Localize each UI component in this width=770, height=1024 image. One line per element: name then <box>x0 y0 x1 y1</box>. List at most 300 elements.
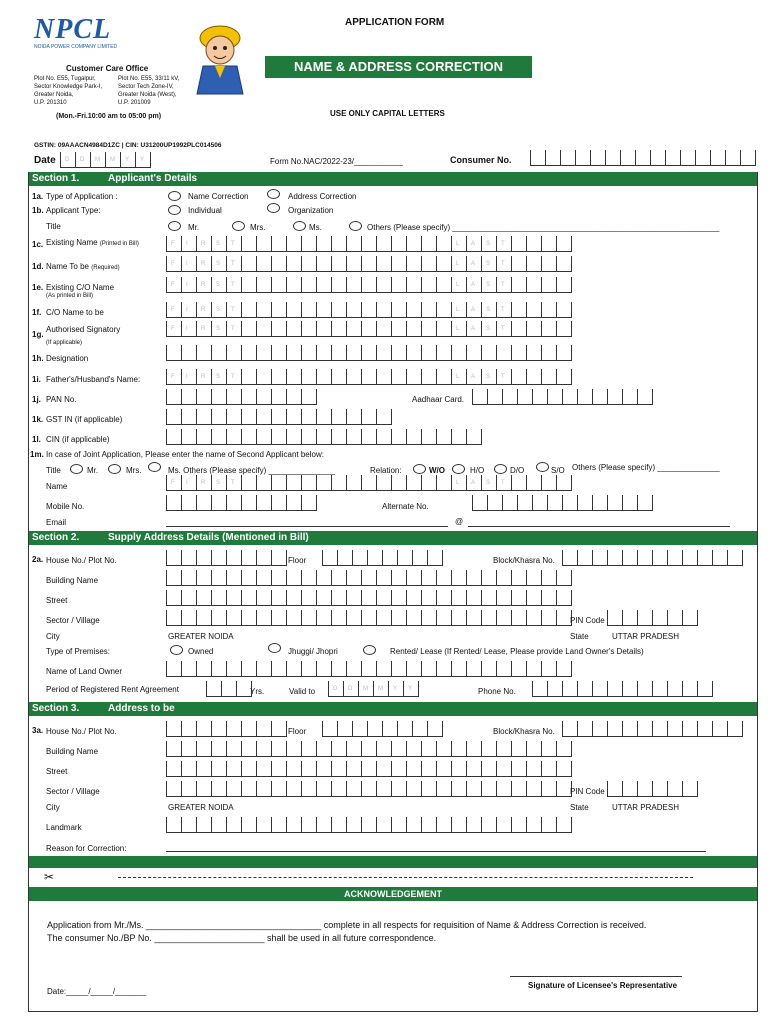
char-box[interactable] <box>652 610 667 626</box>
char-box[interactable] <box>373 681 388 697</box>
char-box[interactable] <box>526 590 541 606</box>
char-box[interactable] <box>712 721 727 737</box>
char-box[interactable] <box>421 661 436 677</box>
char-box[interactable] <box>391 302 406 318</box>
char-box[interactable] <box>451 781 466 797</box>
char-box[interactable] <box>241 661 256 677</box>
char-box[interactable] <box>256 475 271 491</box>
char-box[interactable] <box>361 661 376 677</box>
char-box[interactable] <box>361 761 376 777</box>
char-box[interactable] <box>196 550 211 566</box>
char-box[interactable] <box>196 781 211 797</box>
char-box[interactable] <box>166 817 181 833</box>
char-box[interactable] <box>556 475 572 491</box>
char-box[interactable] <box>346 321 361 337</box>
char-box[interactable] <box>652 681 667 697</box>
char-box[interactable] <box>376 781 391 797</box>
char-box[interactable] <box>466 761 481 777</box>
char-box[interactable] <box>391 590 406 606</box>
char-box[interactable] <box>211 256 226 272</box>
char-box[interactable] <box>256 277 271 293</box>
char-box[interactable] <box>226 369 241 385</box>
char-box[interactable] <box>196 761 211 777</box>
char-box[interactable] <box>406 817 421 833</box>
char-box[interactable] <box>181 321 196 337</box>
char-box[interactable] <box>397 721 412 737</box>
char-box[interactable] <box>271 550 287 566</box>
char-box[interactable] <box>286 389 301 405</box>
char-box[interactable] <box>496 236 511 252</box>
char-box[interactable] <box>436 321 451 337</box>
char-box[interactable] <box>316 429 331 445</box>
char-box[interactable] <box>436 302 451 318</box>
char-box[interactable] <box>361 570 376 586</box>
char-box[interactable] <box>427 721 443 737</box>
char-box[interactable] <box>496 302 511 318</box>
char-box[interactable] <box>196 345 211 361</box>
char-box[interactable] <box>322 550 337 566</box>
char-box[interactable] <box>511 817 526 833</box>
char-box[interactable] <box>637 389 653 405</box>
char-box[interactable] <box>346 369 361 385</box>
char-box[interactable] <box>556 741 572 757</box>
char-box[interactable] <box>301 389 317 405</box>
char-box[interactable] <box>361 321 376 337</box>
char-box[interactable] <box>343 681 358 697</box>
char-box[interactable] <box>316 475 331 491</box>
char-box[interactable] <box>226 321 241 337</box>
s3-house-boxes[interactable] <box>166 721 287 737</box>
char-box[interactable] <box>466 475 481 491</box>
address-correction-radio[interactable] <box>267 189 280 199</box>
char-box[interactable] <box>607 550 622 566</box>
char-box[interactable] <box>301 302 316 318</box>
char-box[interactable] <box>545 150 560 166</box>
char-box[interactable] <box>451 661 466 677</box>
s2-building-boxes[interactable] <box>166 570 572 586</box>
char-box[interactable] <box>622 721 637 737</box>
char-box[interactable] <box>511 277 526 293</box>
char-box[interactable] <box>241 495 256 511</box>
reason-line[interactable] <box>166 851 706 852</box>
char-box[interactable] <box>472 495 487 511</box>
char-box[interactable] <box>166 721 181 737</box>
organization-radio[interactable] <box>267 203 280 213</box>
char-box[interactable] <box>511 321 526 337</box>
char-box[interactable] <box>590 150 605 166</box>
char-box[interactable] <box>421 817 436 833</box>
char-box[interactable] <box>271 321 286 337</box>
char-box[interactable] <box>526 610 541 626</box>
char-box[interactable] <box>526 661 541 677</box>
char-box[interactable] <box>406 661 421 677</box>
char-box[interactable] <box>241 302 256 318</box>
char-box[interactable] <box>166 321 181 337</box>
char-box[interactable] <box>181 236 196 252</box>
char-box[interactable] <box>637 681 652 697</box>
co-to-be-boxes[interactable] <box>166 302 572 318</box>
existing-name-boxes[interactable] <box>166 236 572 252</box>
char-box[interactable] <box>316 256 331 272</box>
char-box[interactable] <box>526 761 541 777</box>
char-box[interactable] <box>271 236 286 252</box>
char-box[interactable] <box>451 761 466 777</box>
char-box[interactable] <box>226 277 241 293</box>
char-box[interactable] <box>547 389 562 405</box>
char-box[interactable] <box>466 345 481 361</box>
char-box[interactable] <box>511 570 526 586</box>
joint-name-boxes[interactable] <box>166 475 572 491</box>
char-box[interactable] <box>361 475 376 491</box>
char-box[interactable] <box>316 661 331 677</box>
char-box[interactable] <box>556 661 572 677</box>
char-box[interactable] <box>196 236 211 252</box>
char-box[interactable] <box>286 236 301 252</box>
char-box[interactable] <box>256 550 271 566</box>
char-box[interactable] <box>331 610 346 626</box>
char-box[interactable] <box>496 590 511 606</box>
char-box[interactable] <box>301 570 316 586</box>
char-box[interactable] <box>556 277 572 293</box>
char-box[interactable] <box>316 236 331 252</box>
char-box[interactable] <box>361 610 376 626</box>
char-box[interactable] <box>421 236 436 252</box>
char-box[interactable] <box>361 741 376 757</box>
char-box[interactable] <box>502 389 517 405</box>
char-box[interactable] <box>436 256 451 272</box>
char-box[interactable] <box>301 369 316 385</box>
char-box[interactable] <box>226 345 241 361</box>
char-box[interactable] <box>481 781 496 797</box>
char-box[interactable] <box>740 150 756 166</box>
char-box[interactable] <box>211 302 226 318</box>
char-box[interactable] <box>286 345 301 361</box>
char-box[interactable] <box>286 661 301 677</box>
char-box[interactable] <box>526 277 541 293</box>
char-box[interactable] <box>577 495 592 511</box>
char-box[interactable] <box>466 236 481 252</box>
char-box[interactable] <box>316 409 331 425</box>
char-box[interactable] <box>391 610 406 626</box>
char-box[interactable] <box>541 475 556 491</box>
char-box[interactable] <box>361 781 376 797</box>
char-box[interactable] <box>605 150 620 166</box>
char-box[interactable] <box>547 681 562 697</box>
char-box[interactable] <box>316 277 331 293</box>
char-box[interactable] <box>496 256 511 272</box>
char-box[interactable] <box>256 389 271 405</box>
char-box[interactable] <box>541 610 556 626</box>
char-box[interactable] <box>286 429 301 445</box>
char-box[interactable] <box>346 256 361 272</box>
char-box[interactable] <box>346 661 361 677</box>
char-box[interactable] <box>607 721 622 737</box>
char-box[interactable] <box>487 495 502 511</box>
char-box[interactable] <box>436 761 451 777</box>
char-box[interactable] <box>196 817 211 833</box>
char-box[interactable] <box>181 721 196 737</box>
char-box[interactable] <box>526 817 541 833</box>
char-box[interactable] <box>727 721 743 737</box>
phone-boxes[interactable] <box>532 681 713 697</box>
so-radio[interactable] <box>536 462 549 472</box>
char-box[interactable] <box>181 369 196 385</box>
char-box[interactable] <box>376 817 391 833</box>
char-box[interactable] <box>181 277 196 293</box>
char-box[interactable] <box>241 817 256 833</box>
char-box[interactable] <box>667 781 682 797</box>
char-box[interactable] <box>496 741 511 757</box>
char-box[interactable] <box>376 321 391 337</box>
char-box[interactable] <box>331 590 346 606</box>
char-box[interactable] <box>376 741 391 757</box>
char-box[interactable] <box>607 781 622 797</box>
char-box[interactable] <box>517 495 532 511</box>
char-box[interactable] <box>226 236 241 252</box>
char-box[interactable] <box>361 345 376 361</box>
joint-mr-radio[interactable] <box>70 464 83 474</box>
char-box[interactable] <box>181 389 196 405</box>
char-box[interactable] <box>241 781 256 797</box>
char-box[interactable] <box>322 721 337 737</box>
char-box[interactable] <box>226 475 241 491</box>
char-box[interactable] <box>211 761 226 777</box>
s3-block-boxes[interactable] <box>562 721 743 737</box>
char-box[interactable] <box>181 610 196 626</box>
char-box[interactable] <box>620 150 635 166</box>
char-box[interactable] <box>391 369 406 385</box>
char-box[interactable] <box>301 661 316 677</box>
char-box[interactable] <box>376 345 391 361</box>
char-box[interactable] <box>421 369 436 385</box>
char-box[interactable] <box>466 570 481 586</box>
char-box[interactable] <box>226 761 241 777</box>
char-box[interactable] <box>301 761 316 777</box>
char-box[interactable] <box>181 590 196 606</box>
char-box[interactable] <box>511 256 526 272</box>
char-box[interactable] <box>196 256 211 272</box>
char-box[interactable] <box>406 429 421 445</box>
char-box[interactable] <box>421 590 436 606</box>
char-box[interactable] <box>496 570 511 586</box>
char-box[interactable] <box>211 590 226 606</box>
char-box[interactable] <box>226 590 241 606</box>
char-box[interactable] <box>226 429 241 445</box>
char-box[interactable] <box>466 781 481 797</box>
char-box[interactable] <box>710 150 725 166</box>
char-box[interactable] <box>256 429 271 445</box>
char-box[interactable] <box>241 590 256 606</box>
char-box[interactable] <box>166 236 181 252</box>
char-box[interactable] <box>436 661 451 677</box>
char-box[interactable] <box>622 389 637 405</box>
char-box[interactable] <box>286 570 301 586</box>
char-box[interactable] <box>256 409 271 425</box>
char-box[interactable] <box>166 550 181 566</box>
char-box[interactable] <box>211 550 226 566</box>
char-box[interactable] <box>472 389 487 405</box>
ms-radio[interactable] <box>293 221 306 231</box>
char-box[interactable] <box>487 389 502 405</box>
char-box[interactable] <box>481 475 496 491</box>
char-box[interactable] <box>211 429 226 445</box>
char-box[interactable] <box>667 550 682 566</box>
char-box[interactable] <box>511 369 526 385</box>
char-box[interactable] <box>406 321 421 337</box>
char-box[interactable] <box>346 236 361 252</box>
char-box[interactable] <box>466 429 482 445</box>
char-box[interactable] <box>511 741 526 757</box>
char-box[interactable] <box>451 741 466 757</box>
char-box[interactable] <box>526 741 541 757</box>
char-box[interactable] <box>211 277 226 293</box>
char-box[interactable] <box>511 661 526 677</box>
char-box[interactable] <box>256 369 271 385</box>
char-box[interactable] <box>382 550 397 566</box>
char-box[interactable] <box>622 495 637 511</box>
char-box[interactable] <box>211 495 226 511</box>
char-box[interactable] <box>211 610 226 626</box>
char-box[interactable] <box>562 389 577 405</box>
char-box[interactable] <box>226 721 241 737</box>
char-box[interactable] <box>256 345 271 361</box>
char-box[interactable] <box>346 590 361 606</box>
char-box[interactable] <box>637 610 652 626</box>
char-box[interactable] <box>241 369 256 385</box>
char-box[interactable] <box>166 409 181 425</box>
joint-ms-radio[interactable] <box>148 462 161 472</box>
char-box[interactable] <box>406 590 421 606</box>
char-box[interactable] <box>526 369 541 385</box>
do-radio[interactable] <box>494 464 507 474</box>
char-box[interactable] <box>331 256 346 272</box>
char-box[interactable] <box>346 570 361 586</box>
char-box[interactable] <box>196 321 211 337</box>
char-box[interactable] <box>196 590 211 606</box>
char-box[interactable] <box>181 550 196 566</box>
char-box[interactable] <box>352 550 367 566</box>
char-box[interactable] <box>406 741 421 757</box>
char-box[interactable] <box>286 321 301 337</box>
char-box[interactable] <box>421 610 436 626</box>
char-box[interactable] <box>286 302 301 318</box>
char-box[interactable] <box>286 590 301 606</box>
char-box[interactable] <box>421 277 436 293</box>
char-box[interactable] <box>241 550 256 566</box>
char-box[interactable] <box>316 610 331 626</box>
char-box[interactable] <box>451 475 466 491</box>
char-box[interactable] <box>712 550 727 566</box>
char-box[interactable] <box>436 741 451 757</box>
char-box[interactable] <box>271 741 286 757</box>
char-box[interactable] <box>301 277 316 293</box>
char-box[interactable] <box>577 550 592 566</box>
char-box[interactable] <box>406 236 421 252</box>
char-box[interactable] <box>388 681 403 697</box>
char-box[interactable] <box>391 256 406 272</box>
char-box[interactable] <box>577 721 592 737</box>
char-box[interactable] <box>241 610 256 626</box>
char-box[interactable] <box>166 345 181 361</box>
char-box[interactable] <box>607 389 622 405</box>
char-box[interactable] <box>361 277 376 293</box>
char-box[interactable] <box>181 475 196 491</box>
char-box[interactable] <box>361 590 376 606</box>
char-box[interactable] <box>196 409 211 425</box>
char-box[interactable] <box>532 681 547 697</box>
char-box[interactable] <box>436 781 451 797</box>
char-box[interactable] <box>667 681 682 697</box>
char-box[interactable] <box>421 741 436 757</box>
char-box[interactable] <box>637 721 652 737</box>
s3-pin-boxes[interactable] <box>607 781 698 797</box>
char-box[interactable] <box>361 817 376 833</box>
char-box[interactable] <box>211 475 226 491</box>
char-box[interactable] <box>541 302 556 318</box>
char-box[interactable] <box>481 236 496 252</box>
char-box[interactable] <box>241 761 256 777</box>
char-box[interactable] <box>466 256 481 272</box>
father-name-boxes[interactable] <box>166 369 572 385</box>
char-box[interactable] <box>496 817 511 833</box>
char-box[interactable] <box>421 256 436 272</box>
char-box[interactable] <box>211 321 226 337</box>
char-box[interactable] <box>256 321 271 337</box>
char-box[interactable] <box>496 781 511 797</box>
char-box[interactable] <box>697 550 712 566</box>
char-box[interactable] <box>556 321 572 337</box>
char-box[interactable] <box>316 590 331 606</box>
rent-years-boxes[interactable] <box>206 681 252 697</box>
char-box[interactable] <box>481 302 496 318</box>
char-box[interactable] <box>397 550 412 566</box>
date-boxes[interactable] <box>60 152 151 168</box>
char-box[interactable] <box>361 409 376 425</box>
char-box[interactable] <box>481 369 496 385</box>
char-box[interactable] <box>316 817 331 833</box>
char-box[interactable] <box>271 345 286 361</box>
char-box[interactable] <box>451 302 466 318</box>
char-box[interactable] <box>382 721 397 737</box>
char-box[interactable] <box>622 610 637 626</box>
char-box[interactable] <box>286 761 301 777</box>
char-box[interactable] <box>352 721 367 737</box>
char-box[interactable] <box>556 302 572 318</box>
char-box[interactable] <box>301 256 316 272</box>
char-box[interactable] <box>301 321 316 337</box>
alternate-boxes[interactable] <box>472 495 653 511</box>
char-box[interactable] <box>502 495 517 511</box>
char-box[interactable] <box>481 817 496 833</box>
char-box[interactable] <box>301 741 316 757</box>
char-box[interactable] <box>328 681 343 697</box>
ho-radio[interactable] <box>452 464 465 474</box>
s3-street-boxes[interactable] <box>166 761 572 777</box>
char-box[interactable] <box>481 345 496 361</box>
char-box[interactable] <box>592 550 607 566</box>
char-box[interactable] <box>211 369 226 385</box>
char-box[interactable] <box>652 781 667 797</box>
char-box[interactable] <box>541 781 556 797</box>
char-box[interactable] <box>376 429 391 445</box>
char-box[interactable] <box>211 817 226 833</box>
char-box[interactable] <box>391 781 406 797</box>
char-box[interactable] <box>361 256 376 272</box>
char-box[interactable] <box>556 369 572 385</box>
char-box[interactable] <box>412 721 427 737</box>
char-box[interactable] <box>391 817 406 833</box>
char-box[interactable] <box>526 321 541 337</box>
